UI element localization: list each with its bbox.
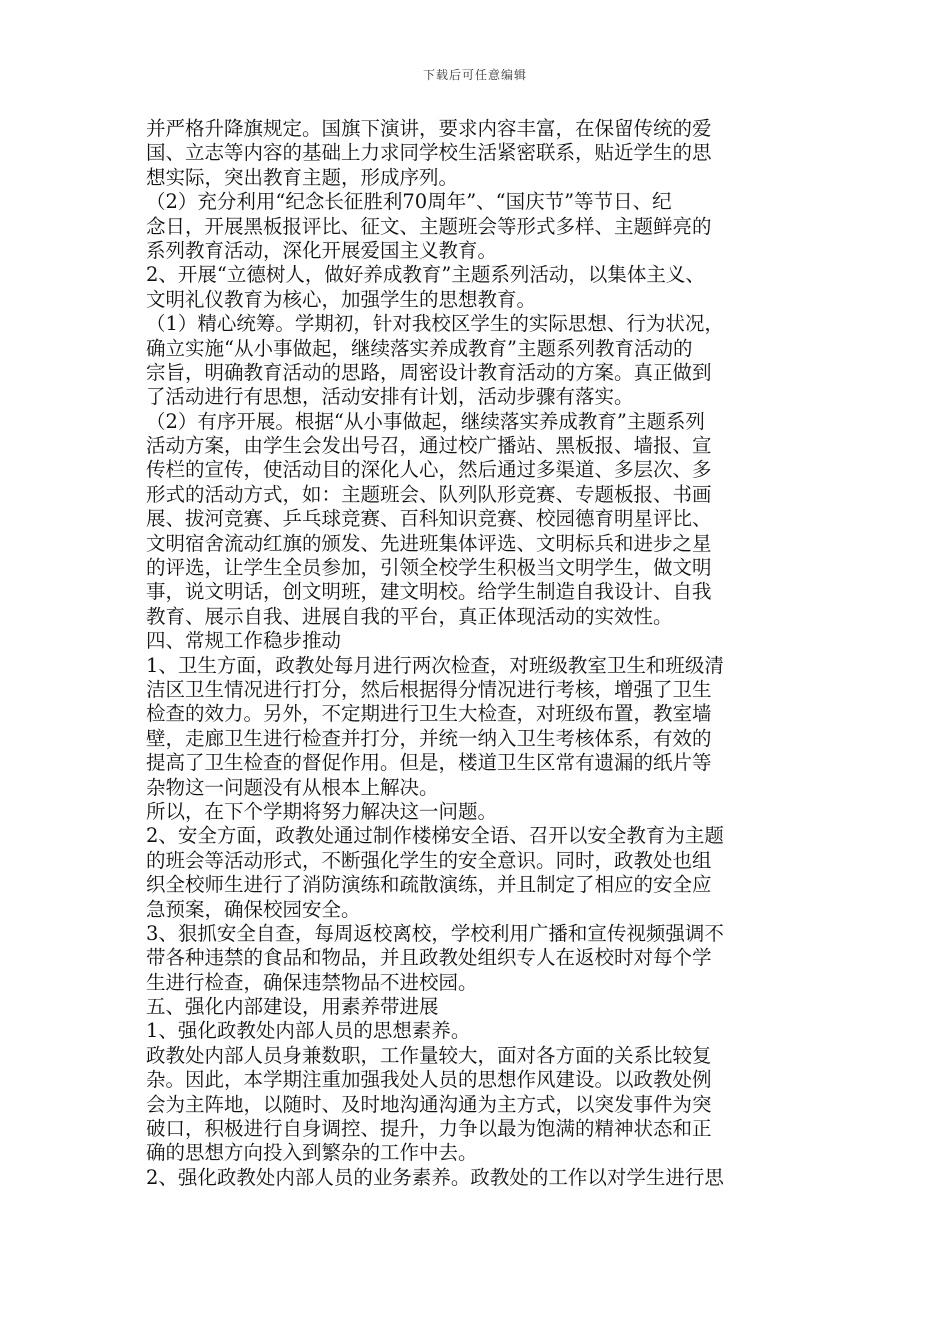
text-line: 确的思想方向投入到繁杂的工作中去。 — [146, 1141, 478, 1165]
text-line: 急预案，确保校园安全。 — [146, 897, 361, 921]
text-line: 的班会等活动形式，不断强化学生的安全意识。同时，政教处也组 — [146, 848, 712, 872]
section-heading: 四、常规工作稳步推动 — [146, 629, 342, 653]
text-line: 念日，开展黑板报评比、征文、主题班会等形式多样、主题鲜亮的 — [146, 214, 712, 238]
text-line: 带各种违禁的食品和物品，并且政教处组织专人在返校时对每个学 — [146, 946, 712, 970]
text-line: 宗旨，明确教育活动的思路，周密设计教育活动的方案。真正做到 — [146, 360, 712, 384]
text-line: 杂。因此，本学期注重加强我处人员的思想作风建设。以政教处例 — [146, 1068, 712, 1092]
text-line: 并严格升降旗规定。国旗下演讲，要求内容丰富，在保留传统的爱 — [146, 117, 712, 140]
text-line: （2）充分利用“纪念长征胜利70周年”、“国庆节”等节日、纪 — [146, 190, 672, 214]
section-heading: 五、强化内部建设，用素养带进展 — [146, 995, 439, 1019]
text-line: 提高了卫生检查的督促作用。但是，楼道卫生区常有遗漏的纸片等 — [146, 751, 712, 775]
text-line: 国、立志等内容的基础上力求同学校生活紧密联系，贴近学生的思 — [146, 141, 712, 165]
text-line: 2、安全方面，政教处通过制作楼梯安全语、召开以安全教育为主题 — [146, 824, 724, 848]
text-line: 会为主阵地，以随时、及时地沟通沟通为主方式，以突发事件为突 — [146, 1092, 712, 1116]
page-header-note: 下载后可任意编辑 — [422, 68, 527, 82]
text-line: （2）有序开展。根据“从小事做起，继续落实养成教育”主题系列 — [146, 409, 705, 433]
text-line: 想实际，突出教育主题，形成序列。 — [146, 165, 459, 189]
text-line: 检查的效力。另外，不定期进行卫生大检查，对班级布置，教室墙 — [146, 702, 712, 726]
text-line: 形式的活动方式，如：主题班会、队列队形竞赛、专题板报、书画 — [146, 482, 712, 506]
text-line: 确立实施“从小事做起，继续落实养成教育”主题系列教育活动的 — [146, 336, 693, 360]
text-line: 文明礼仪教育为核心，加强学生的思想教育。 — [146, 287, 537, 311]
text-line: 传栏的宣传，使活动目的深化人心，然后通过多渠道、多层次、多 — [146, 458, 712, 482]
text-line: 壁，走廊卫生进行检查并打分，并统一纳入卫生考核体系，有效的 — [146, 726, 712, 750]
text-line: 2、强化政教处内部人员的业务素养。政教处的工作以对学生进行思 — [146, 1165, 724, 1189]
text-line: 1、卫生方面，政教处每月进行两次检查，对班级教室卫生和班级清 — [146, 653, 724, 677]
text-line: 杂物这一问题没有从根本上解决。 — [146, 775, 439, 799]
text-line: 3、狠抓安全自查，每周返校离校，学校利用广播和宣传视频强调不 — [146, 921, 724, 945]
document-body — [146, 117, 818, 1190]
text-line: 政教处内部人员身兼数职，工作量较大，面对各方面的关系比较复 — [146, 1043, 712, 1067]
text-line: 织全校师生进行了消防演练和疏散演练，并且制定了相应的安全应 — [146, 873, 712, 897]
text-line: 所以，在下个学期将努力解决这一问题。 — [146, 799, 498, 823]
text-line: 了活动进行有思想，活动安排有计划，活动步骤有落实。 — [146, 385, 634, 409]
text-line: 展、拔河竞赛、乒乓球竞赛、百科知识竞赛、校园德育明星评比、 — [146, 507, 712, 531]
text-line: 系列教育活动，深化开展爱国主义教育。 — [146, 238, 498, 262]
text-line: 1、强化政教处内部人员的思想素养。 — [146, 1019, 471, 1043]
text-line: 教育、展示自我、进展自我的平台，真正体现活动的实效性。 — [146, 604, 673, 628]
text-line: （1）精心统筹。学期初，针对我校区学生的实际思想、行为状况， — [146, 312, 724, 336]
text-line: 事，说文明话，创文明班，建文明校。给学生制造自我设计、自我 — [146, 580, 712, 604]
text-line: 2、开展“立德树人，做好养成教育”主题系列活动，以集体主义、 — [146, 263, 705, 287]
text-line: 洁区卫生情况进行打分，然后根据得分情况进行考核，增强了卫生 — [146, 677, 712, 701]
text-line: 活动方案，由学生会发出号召，通过校广播站、黑板报、墙报、宣 — [146, 434, 712, 458]
text-line: 破口，积极进行自身调控、提升，力争以最为饱满的精神状态和正 — [146, 1117, 712, 1141]
text-line: 的评选，让学生全员参加，引领全校学生积极当文明学生，做文明 — [146, 556, 712, 580]
text-line: 生进行检查，确保违禁物品不进校园。 — [146, 970, 478, 994]
text-line: 文明宿舍流动红旗的颁发、先进班集体评选、文明标兵和进步之星 — [146, 531, 712, 555]
